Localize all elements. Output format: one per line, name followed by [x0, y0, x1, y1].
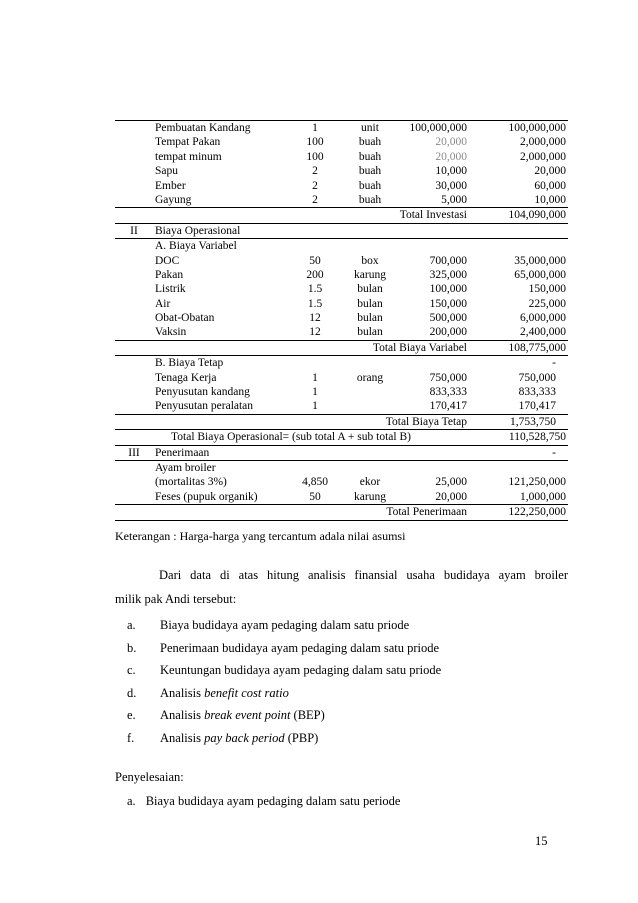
item-name: Air — [155, 297, 171, 310]
item-unit: bulan — [357, 326, 383, 339]
item-price: 100,000,000 — [409, 122, 467, 134]
item-unit: buah — [358, 179, 382, 192]
item-name: Sapu — [155, 165, 178, 178]
item-qty: 12 — [309, 312, 321, 325]
table-row — [115, 254, 568, 268]
question-letter: f. — [127, 730, 135, 745]
exercise-body — [115, 565, 568, 750]
total-operasional-label: Total Biaya Operasional= (sub total A + sub total B) — [171, 431, 411, 444]
table-row — [115, 268, 568, 282]
item-price: 5,000 — [441, 193, 467, 206]
variabel-section — [115, 254, 568, 340]
item-name: Listrik — [155, 283, 186, 296]
question-letter: c. — [127, 663, 136, 677]
question-item — [115, 728, 568, 751]
item-total: 20,000 — [534, 165, 566, 178]
table-row — [115, 179, 568, 193]
item-price: 20,000 — [435, 150, 467, 163]
item-qty: 100 — [306, 136, 324, 149]
question-list — [115, 615, 568, 750]
section-ii-row — [115, 224, 568, 239]
item-price: 20,000 — [435, 490, 467, 503]
table-row — [115, 399, 568, 413]
item-unit: unit — [361, 122, 379, 134]
question-text: Analisis break event point (BEP) — [160, 708, 325, 722]
ayam-label: Ayam broiler — [155, 461, 216, 474]
section-title: Penerimaan — [155, 446, 210, 459]
penerimaan-section — [115, 475, 568, 504]
item-unit: buah — [358, 165, 382, 178]
item-name: Penyusutan peralatan — [155, 400, 254, 413]
section-title: Biaya Operasional — [155, 224, 241, 237]
item-total: 150,000 — [528, 283, 566, 296]
item-total: 60,000 — [534, 179, 566, 192]
table-row — [115, 297, 568, 311]
intro-line-1: Dari data di atas hitung analisis finansial usaha budidaya ayam broiler — [159, 568, 568, 582]
item-qty: 1.5 — [307, 283, 323, 296]
item-qty: 12 — [309, 326, 321, 339]
item-unit: karung — [354, 490, 386, 503]
item-qty: 2 — [312, 165, 318, 178]
item-unit: bulan — [357, 297, 383, 310]
section-number: III — [128, 446, 140, 459]
dash: - — [552, 446, 556, 459]
total-penerimaan-label: Total Penerimaan — [386, 506, 467, 519]
ayam-label-row — [115, 461, 568, 475]
total-tetap-row — [115, 414, 568, 430]
item-total: 6,000,000 — [520, 312, 566, 325]
item-price: 150,000 — [429, 297, 467, 310]
question-letter: b. — [127, 640, 137, 655]
total-tetap-label: Total Biaya Tetap — [385, 415, 467, 428]
total-investasi-row — [115, 207, 568, 223]
total-investasi-label: Total Investasi — [399, 209, 467, 222]
item-qty: 50 — [309, 490, 321, 503]
item-unit: box — [361, 254, 379, 267]
variabel-title-row — [115, 239, 568, 253]
question-emphasis: benefit cost ratio — [204, 685, 289, 700]
intro-line-2: milik pak Andi tersebut: — [115, 592, 237, 606]
item-total: 2,000,000 — [520, 136, 566, 149]
table-row — [115, 150, 568, 164]
question-item — [115, 660, 568, 683]
item-total: 2,400,000 — [520, 326, 566, 339]
section-iii-row — [115, 446, 568, 461]
item-total: 10,000 — [534, 193, 566, 206]
total-variabel-value: 108,775,000 — [508, 341, 566, 354]
table-row — [115, 164, 568, 178]
item-unit: buah — [358, 150, 382, 163]
question-text: Analisis benefit cost ratio — [160, 685, 289, 700]
total-investasi-value: 104,090,000 — [508, 209, 566, 222]
item-name: DOC — [155, 254, 180, 267]
item-qty: 200 — [306, 268, 324, 281]
solution-text: Biaya budidaya ayam pedaging dalam satu periode — [145, 794, 401, 808]
item-qty: 1.5 — [307, 297, 323, 310]
table-row — [115, 475, 568, 489]
question-letter: e. — [127, 708, 136, 722]
question-text: Biaya budidaya ayam pedaging dalam satu priode — [160, 618, 410, 632]
question-text: Keuntungan budidaya ayam pedaging dalam satu priode — [160, 663, 442, 677]
item-qty: 1 — [312, 386, 318, 399]
question-item — [115, 705, 568, 728]
item-total: 170,417 — [518, 400, 556, 413]
table-note: Keterangan : Harga-harga yang tercantum adala nilai asumsi — [115, 529, 406, 543]
question-emphasis: break event point — [204, 708, 291, 722]
question-item — [115, 638, 568, 661]
item-price: 10,000 — [435, 165, 467, 178]
question-item — [115, 683, 568, 706]
cost-table — [115, 120, 568, 521]
question-letter: d. — [127, 685, 137, 700]
table-row — [115, 135, 568, 149]
table-row — [115, 282, 568, 296]
item-unit: bulan — [357, 283, 383, 296]
item-qty: 100 — [306, 150, 324, 163]
table-row — [115, 371, 568, 385]
item-name: Tenaga Kerja — [155, 371, 217, 384]
total-operasional-value: 110,528,750 — [508, 431, 566, 444]
item-qty: 4,850 — [302, 476, 328, 489]
subsection-title: A. Biaya Variabel — [155, 240, 237, 253]
section-number: II — [130, 224, 138, 237]
total-penerimaan-value: 122,250,000 — [508, 506, 566, 519]
item-price: 500,000 — [429, 312, 467, 325]
tetap-section — [115, 371, 568, 414]
item-total: 121,250,000 — [508, 476, 566, 489]
item-total: 1,000,000 — [520, 490, 566, 503]
item-unit: buah — [358, 193, 382, 206]
page-number: 15 — [535, 834, 548, 848]
total-variabel-label: Total Biaya Variabel — [372, 341, 467, 354]
item-unit: buah — [358, 136, 382, 149]
item-name: Gayung — [155, 193, 192, 206]
item-total: 100,000,000 — [508, 122, 566, 134]
item-name: (mortalitas 3%) — [155, 476, 227, 489]
question-text: Analisis pay back period (PBP) — [160, 730, 319, 745]
question-emphasis: pay back period — [204, 730, 285, 745]
item-name: Obat-Obatan — [155, 312, 215, 325]
item-total: 35,000,000 — [514, 254, 566, 267]
item-total: 750,000 — [518, 371, 556, 384]
solution-label: Penyelesaian: — [115, 770, 184, 784]
question-text: Penerimaan budidaya ayam pedaging dalam satu priode — [160, 640, 440, 655]
subsection-title: B. Biaya Tetap — [155, 357, 224, 370]
item-name: Pakan — [155, 268, 184, 281]
item-price: 170,417 — [429, 400, 467, 413]
item-qty: 50 — [309, 254, 321, 267]
table-row — [115, 325, 568, 339]
table-row — [115, 385, 568, 399]
item-name: tempat minum — [155, 150, 222, 163]
item-name: Vaksin — [155, 326, 187, 339]
item-name: Tempat Pakan — [155, 136, 221, 149]
item-price: 100,000 — [429, 283, 467, 296]
item-qty: 1 — [312, 371, 318, 384]
item-price: 30,000 — [435, 179, 467, 192]
item-name: Ember — [155, 179, 186, 192]
item-price: 325,000 — [429, 268, 467, 281]
item-unit: karung — [354, 268, 386, 281]
tetap-title-row — [115, 356, 568, 370]
item-unit: bulan — [357, 312, 383, 325]
item-price: 833,333 — [429, 386, 467, 399]
item-total: 225,000 — [528, 297, 566, 310]
item-total: 65,000,000 — [514, 268, 566, 281]
solution-letter: a. — [127, 794, 136, 808]
investasi-section — [115, 120, 568, 207]
table-row — [115, 490, 568, 504]
question-letter: a. — [127, 618, 136, 632]
item-name: Penyusutan kandang — [155, 386, 250, 399]
item-total: 833,333 — [518, 386, 556, 399]
item-total: 2,000,000 — [520, 150, 566, 163]
item-name: Feses (pupuk organik) — [155, 490, 258, 503]
total-operasional-row — [115, 430, 568, 445]
item-unit: orang — [356, 371, 384, 384]
item-name: Pembuatan Kandang — [155, 122, 251, 134]
total-variabel-row — [115, 340, 568, 356]
item-price: 25,000 — [435, 476, 467, 489]
item-unit: ekor — [359, 476, 381, 489]
total-tetap-value: 1,753,750 — [510, 415, 556, 428]
item-qty: 1 — [312, 122, 318, 134]
dash: - — [552, 357, 556, 370]
item-qty: 2 — [312, 193, 318, 206]
item-qty: 1 — [312, 400, 318, 413]
question-item — [115, 615, 568, 638]
table-row — [115, 121, 568, 135]
item-price: 20,000 — [435, 136, 467, 149]
total-penerimaan-row — [115, 504, 568, 520]
item-price: 700,000 — [429, 254, 467, 267]
table-row — [115, 193, 568, 207]
item-qty: 2 — [312, 179, 318, 192]
table-row — [115, 311, 568, 325]
item-price: 750,000 — [429, 371, 467, 384]
item-price: 200,000 — [429, 326, 467, 339]
solution-item-a — [127, 794, 410, 809]
